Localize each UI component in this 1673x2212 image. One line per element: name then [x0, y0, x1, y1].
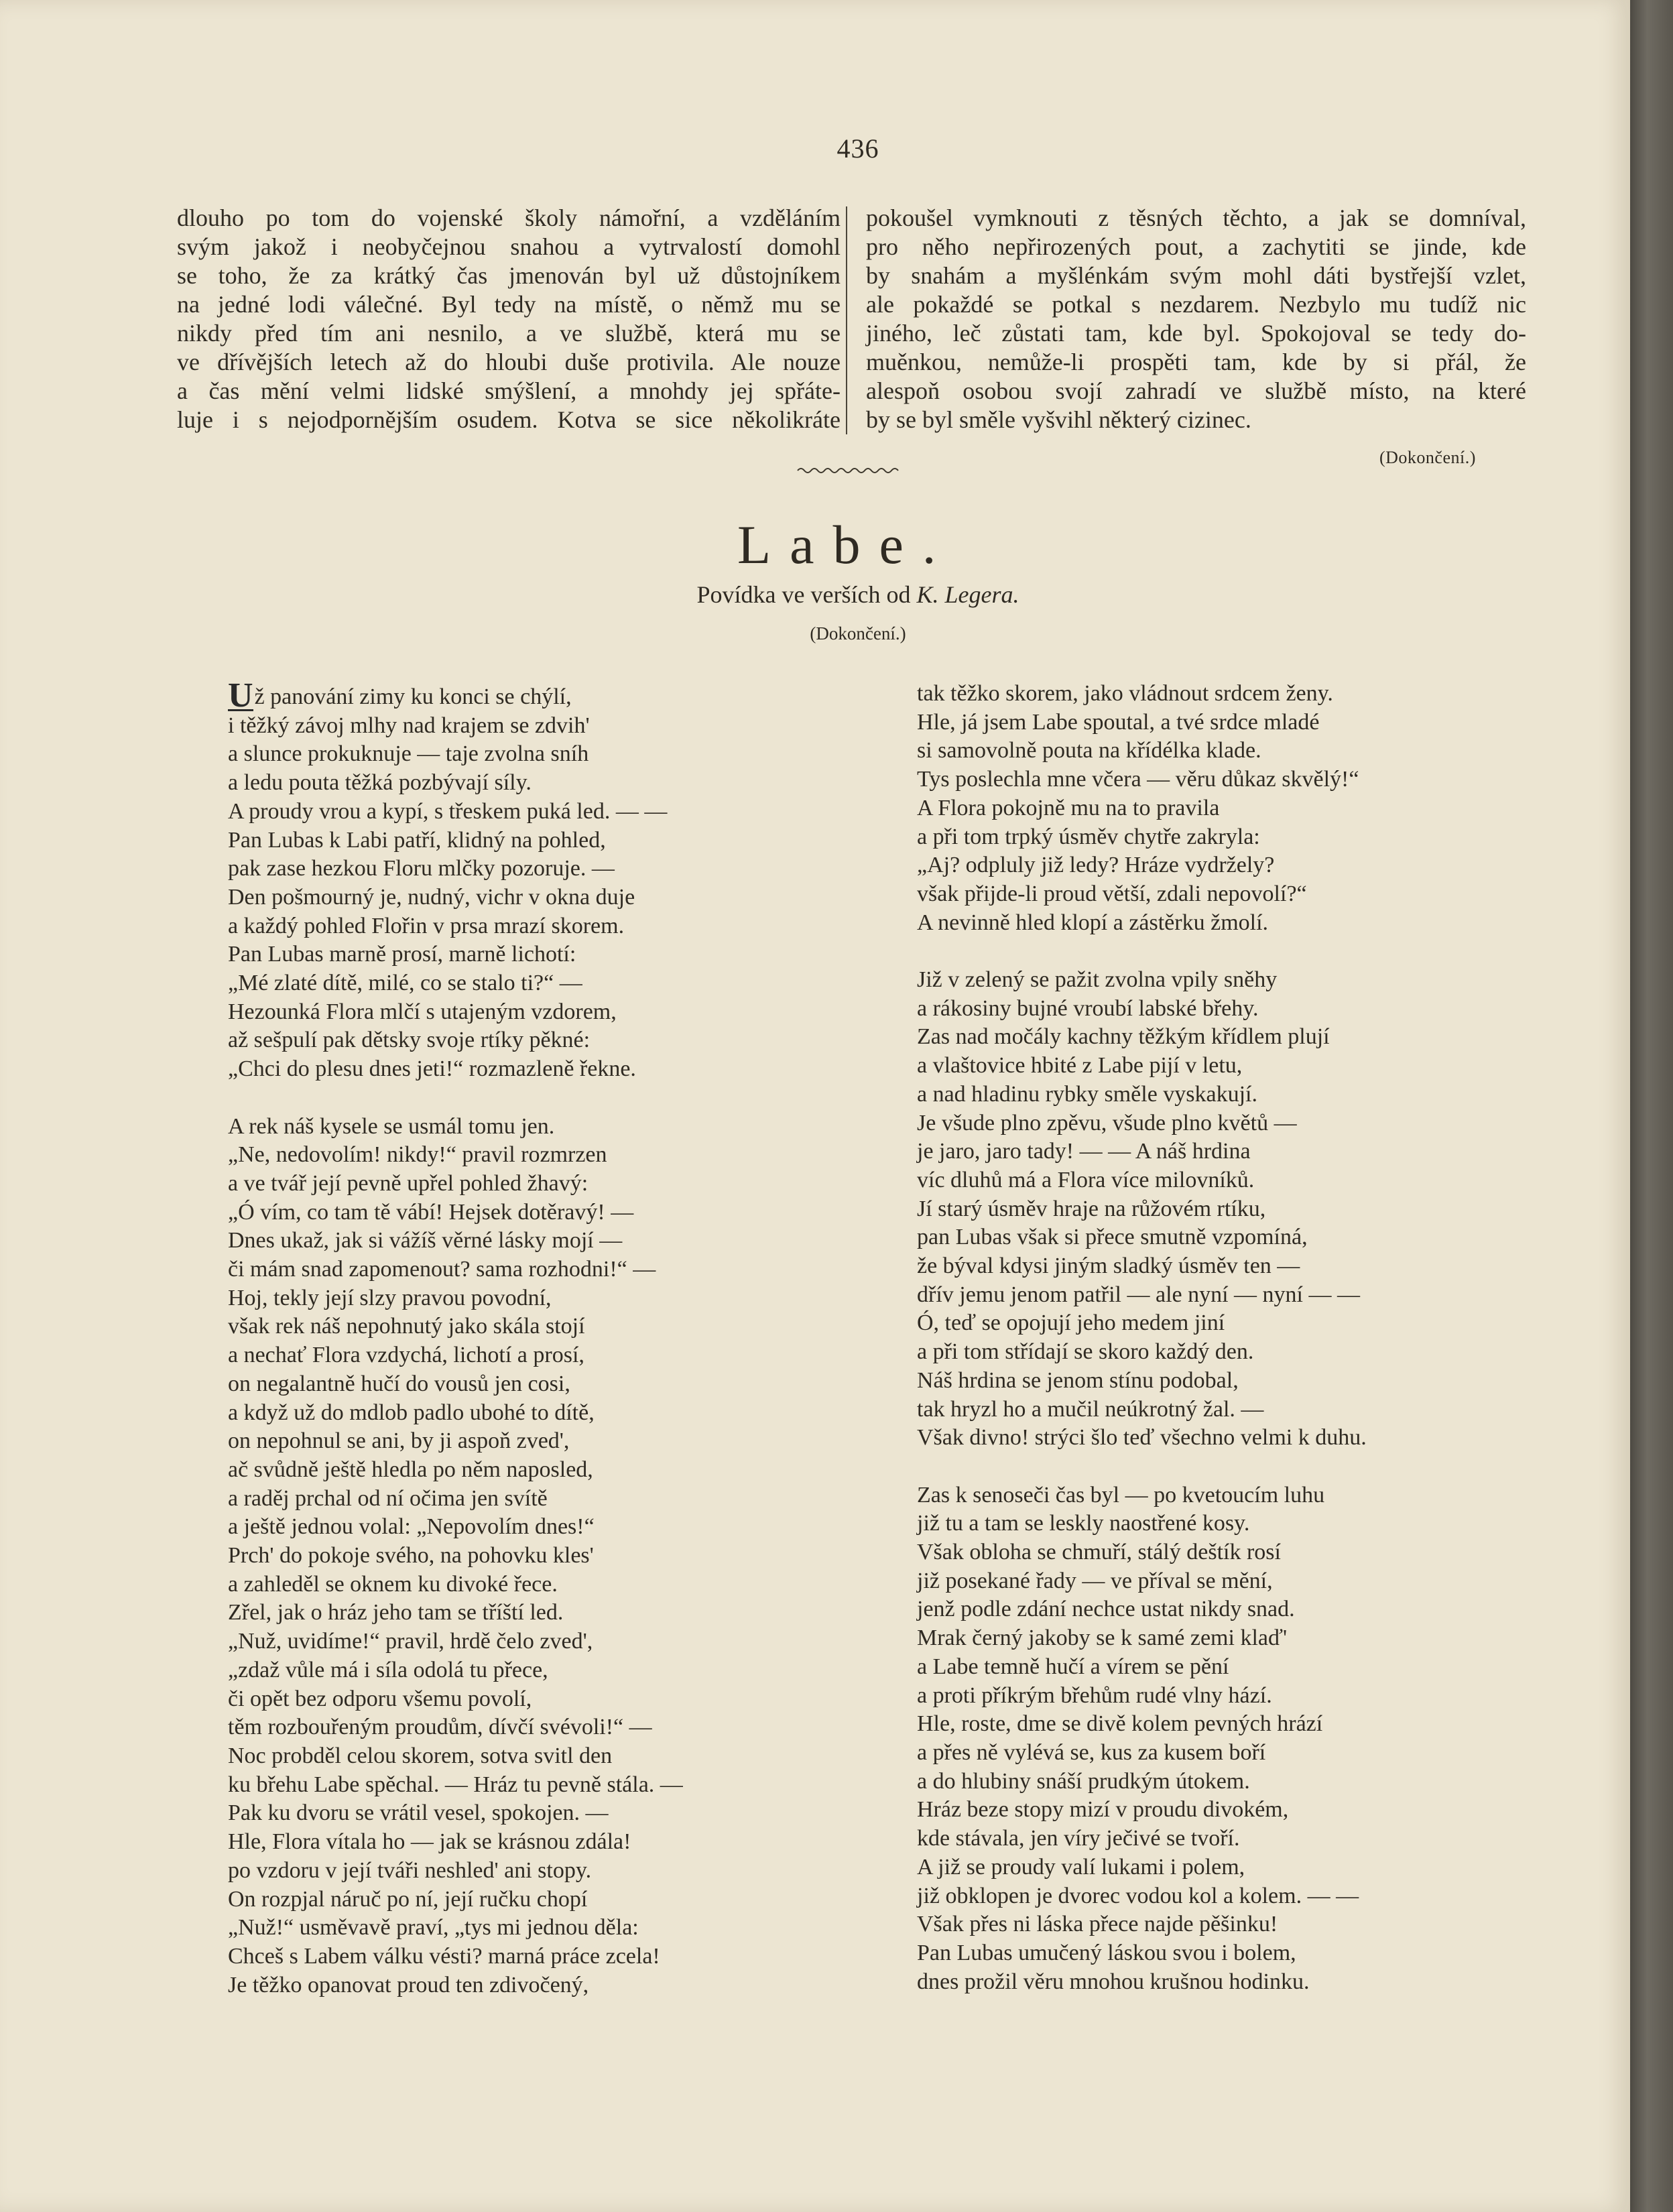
verse-line: „zdaž vůle má i síla odolá tu přece, [228, 1657, 548, 1682]
verse-line: Dnes ukaž, jak si vážíš věrné lásky mojí — [228, 1228, 623, 1253]
prose-line: ale pokaždé se potkal s nezdarem. Nezbylo mu tudíž nic [866, 291, 1526, 318]
verse-line: „Mé zlaté dítě, milé, co se stalo ti?“ — [228, 971, 582, 996]
verse-line: Pan Lubas k Labi patří, klidný na pohled, [228, 827, 606, 853]
verse-line: On rozpjal náruč po ní, její ručku chopí [228, 1886, 588, 1912]
verse-line: Pan Lubas umučený láskou svou i bolem, [917, 1940, 1296, 1965]
verse-line: a vlaštovice hbité z Labe pijí v letu, [917, 1053, 1243, 1079]
verse-line: pan Lubas však si přece smutně vzpomíná, [917, 1225, 1308, 1250]
verse-line: Mrak černý jakoby se k samé zemi klaď' [917, 1625, 1288, 1651]
verse-line: Chceš s Labem válku vésti? marná práce zcela! [228, 1943, 660, 1969]
verse-line: dnes prožil věru mnohou krušnou hodinku. [917, 1969, 1310, 1994]
verse-line: Náš hrdina se jenom stínu podobal, [917, 1367, 1239, 1393]
verse-line: a když už do mdlob padlo ubohé to dítě, [228, 1400, 595, 1425]
verse-line: však přijde-li proud větší, zdali nepovolí?“ [917, 881, 1307, 906]
verse-line: Hle, roste, dme se divě kolem pevných hrází [917, 1711, 1323, 1737]
verse-line: Zas nad močály kachny těžkým křídlem plují [917, 1024, 1330, 1050]
verse-line: po vzdoru v její tváři neshled' ani stopy. [228, 1857, 592, 1883]
verse-line: Je všude plno zpěvu, všude plno květů — [917, 1110, 1297, 1135]
verse-line: tak těžko skorem, jako vládnout srdcem ženy. [917, 681, 1333, 706]
prose-line: pro něho nepřirozených pout, a zachytiti se jinde, kde [866, 233, 1526, 260]
verse-line: „Nuž, uvidíme!“ pravil, hrdě čelo zved', [228, 1629, 593, 1654]
verse-line: „Nuž!“ usměvavě praví, „tys mi jednou děla: [228, 1915, 639, 1941]
verse-line: a slunce prokuknuje — taje zvolna sníh [228, 741, 589, 767]
prose-line: dlouho po tom do vojenské školy námořní, a vzděláním [177, 204, 841, 231]
verse-line: a nad hladinu rybky směle vyskakují. [917, 1081, 1258, 1107]
verse-line: a do hlubiny snáší prudkým útokem. [917, 1768, 1250, 1794]
verse-line: „Ne, nedovolím! nikdy!“ pravil rozmrzen [228, 1142, 607, 1168]
verse-line [228, 676, 831, 715]
verse-line: Zas k senoseči čas byl — po kvetoucím luhu [917, 1482, 1325, 1508]
prose-line: luje i s nejodpornějším osudem. Kotva se sice několikráte [177, 406, 841, 433]
poem-right-column [917, 680, 1520, 1996]
page-edge [1630, 0, 1673, 2212]
verse-line: a přes ně vylévá se, kus za kusem boří [917, 1739, 1266, 1765]
poem-subtitle [536, 580, 1180, 609]
verse-line: dřív jemu jenom patřil — ale nyní — nyní — — [917, 1282, 1361, 1307]
prose-line: by se byl směle vyšvihl některý cizinec. [866, 406, 1251, 433]
verse-line: a zahleděl se oknem ku divoké řece. [228, 1571, 558, 1597]
verse-line: Pak ku dvoru se vrátil vesel, spokojen. — [228, 1800, 609, 1826]
continuation-mark: (Dokončení.) [1379, 448, 1476, 467]
page-number: 436 [836, 133, 879, 164]
verse-line: si samovolně pouta na křídélka klade. [917, 738, 1261, 763]
verse-line: „Ó vím, co tam tě vábí! Hejsek dotěravý! — [228, 1199, 634, 1225]
verse-line: A již se proudy valí lukami i polem, [917, 1854, 1245, 1880]
verse-line: či opět bez odporu všemu povolí, [228, 1686, 532, 1711]
verse-line: tak hryzl ho a mučil neúkrotný žal. — [917, 1396, 1264, 1422]
verse-line: A Flora pokojně mu na to pravila [917, 795, 1220, 820]
verse-line: Však divno! strýci šlo teď všechno velmi k duhu. [917, 1425, 1367, 1451]
verse-line: a každý pohled Flořin v prsa mrazí skorem. [228, 913, 625, 938]
verse-line: „Aj? odpluly již ledy? Hráze vydržely? [917, 853, 1275, 878]
verse-line: Pan Lubas marně prosí, marně lichotí: [228, 942, 576, 967]
verse-line: Však přes ni láska přece najde pěšinku! [917, 1912, 1278, 1937]
verse-line [917, 1453, 1520, 1481]
verse-line: těm rozbouřeným proudům, dívčí svévoli!“ — [228, 1715, 652, 1740]
prose-line: alespoň osobou svojí zahradí ve službě místo, na které [866, 377, 1526, 404]
prose-line: ve dřívějších letech až do hloubi duše protivila. Ale nouze [177, 349, 841, 375]
prose-line: jiného, leč zůstati tam, kde byl. Spokojoval se tedy do- [866, 320, 1526, 347]
verse-line: i těžký závoj mlhy nad krajem se zdvih' [228, 713, 590, 738]
verse-line: pak zase hezkou Floru mlčky pozoruje. — [228, 856, 615, 881]
verse-line: Již v zelený se pažit zvolna vpily sněhy [917, 967, 1278, 993]
verse-line: a nechať Flora vzdychá, lichotí a prosí, [228, 1343, 584, 1368]
prose-line: se toho, že za krátký čas jmenován byl už důstojníkem [177, 262, 841, 289]
prose-right-column [866, 204, 1526, 434]
verse-line: A rek náš kysele se usmál tomu jen. [228, 1113, 555, 1139]
verse-line: ku břehu Labe spěchal. — Hráz tu pevně stála. — [228, 1772, 683, 1797]
verse-line: Tys poslechla mne včera — věru důkaz skvělý!“ [917, 767, 1359, 792]
prose-line: a čas mění velmi lidské smýšlení, a mnohdy jej spřáte- [177, 377, 841, 404]
verse-line: ač svůdně ještě hledla po něm naposled, [228, 1457, 593, 1482]
poem-note: (Dokončení.) [810, 623, 906, 643]
verse-line: Hráz beze stopy mizí v proudu divokém, [917, 1797, 1289, 1823]
column-divider [846, 206, 847, 434]
verse-line: a při tom střídají se skoro každý den. [917, 1339, 1254, 1365]
verse-line: a proti příkrým břehům rudé vlny hází. [917, 1682, 1272, 1708]
verse-line: on nepohnul se ani, by ji aspoň zved', [228, 1428, 570, 1454]
verse-line: Zřel, jak o hráz jeho tam se tříští led. [228, 1600, 564, 1625]
verse-line: a při tom trpký úsměv chytře zakryla: [917, 824, 1260, 849]
decorative-initial: U [228, 676, 253, 715]
verse-line: A proudy vrou a kypí, s třeskem puká led. — — [228, 798, 668, 824]
verse-line [228, 1084, 831, 1113]
verse-line: již posekané řady — ve příval se mění, [917, 1568, 1273, 1593]
verse-line: a ledu pouta těžká pozbývají síly. [228, 770, 532, 796]
verse-line: „Chci do plesu dnes jeti!“ rozmazleně řekne. [228, 1056, 636, 1082]
verse-line: a Labe temně hučí a vírem se pění [917, 1654, 1229, 1679]
prose-left-column [177, 204, 841, 434]
subtitle-author: K. Legera. [916, 581, 1019, 608]
verse-line: a ve tvář její pevně upřel pohled žhavý: [228, 1170, 588, 1196]
verse-line: A nevinně hled klopí a zástěrku žmolí. [917, 910, 1269, 935]
verse-line: Však obloha se chmuří, stálý deštík rosí [917, 1540, 1281, 1565]
poem-left-column [228, 676, 831, 2000]
verse-line: již tu a tam se leskly naostřené kosy. [917, 1511, 1250, 1536]
wave-ornament [796, 463, 904, 479]
verse-line: Prch' do pokoje svého, na pohovku kles' [228, 1543, 594, 1569]
verse-line: jenž podle zdání nechce ustat nikdy snad. [917, 1597, 1295, 1622]
verse-line: Den pošmourný je, nudný, vichr v okna duje [228, 884, 635, 910]
verse-line: Noc probděl celou skorem, sotva svitl den [228, 1743, 613, 1768]
subtitle-prefix: Povídka ve verších od [696, 581, 911, 608]
verse-line: Jí starý úsměv hraje na růžovém rtíku, [917, 1196, 1266, 1221]
prose-line: by snahám a myšlénkám svým mohl dáti bystřejší vzlet, [866, 262, 1526, 289]
verse-line: a ještě jednou volal: „Nepovolím dnes!“ [228, 1514, 595, 1540]
verse-line: že býval kdysi jiným sladký úsměv ten — [917, 1253, 1300, 1279]
prose-line: nikdy před tím ani nesnilo, a ve službě, která mu se [177, 320, 841, 347]
verse-line [917, 937, 1520, 966]
verse-line: Hle, Flora vítala ho — jak se krásnou zdála! [228, 1829, 631, 1855]
verse-line: Hoj, tekly její slzy pravou povodní, [228, 1285, 552, 1310]
verse-line: Ó, teď se opojují jeho medem jiní [917, 1310, 1225, 1336]
verse-line: Je těžko opanovat proud ten zdivočený, [228, 1972, 589, 1998]
prose-line: na jedné lodi válečné. Byl tedy na místě, o němž mu se [177, 291, 841, 318]
verse-line: a raděj prchal od ní očima jen svítě [228, 1485, 548, 1511]
prose-line: svým jakož i neobyčejnou snahou a vytrvalostí domohl [177, 233, 841, 260]
prose-line: muěnkou, nemůže-li prospěti tam, kde by si přál, že [866, 349, 1526, 375]
verse-line: Hle, já jsem Labe spoutal, a tvé srdce mladé [917, 709, 1320, 735]
verse-line: je jaro, jaro tady! — — A náš hrdina [917, 1139, 1251, 1164]
verse-line: kde stávala, jen víry ječivé se tvoří. [917, 1826, 1240, 1851]
verse-line: však rek náš nepohnutý jako skála stojí [228, 1314, 585, 1339]
verse-line: až sešpulí pak dětsky svoje rtíky pěkné: [228, 1028, 591, 1053]
verse-line-text: ž panování zimy ku konci se chýlí, [254, 684, 572, 709]
verse-line: víc dluhů má a Flora více milovníků. [917, 1167, 1255, 1192]
verse-line: již obklopen je dvorec vodou kol a kolem. — — [917, 1883, 1359, 1908]
verse-line: a rákosiny bujné vroubí labské břehy. [917, 995, 1259, 1021]
verse-line: on negalantně hučí do vousů jen cosi, [228, 1371, 570, 1396]
verse-line: Hezounká Flora mlčí s utajeným vzdorem, [228, 999, 617, 1024]
poem-title: Labe. [737, 514, 955, 575]
verse-line: či mám snad zapomenout? sama rozhodni!“ — [228, 1257, 656, 1282]
prose-line: pokoušel vymknouti z těsných těchto, a jak se domníval, [866, 204, 1526, 231]
